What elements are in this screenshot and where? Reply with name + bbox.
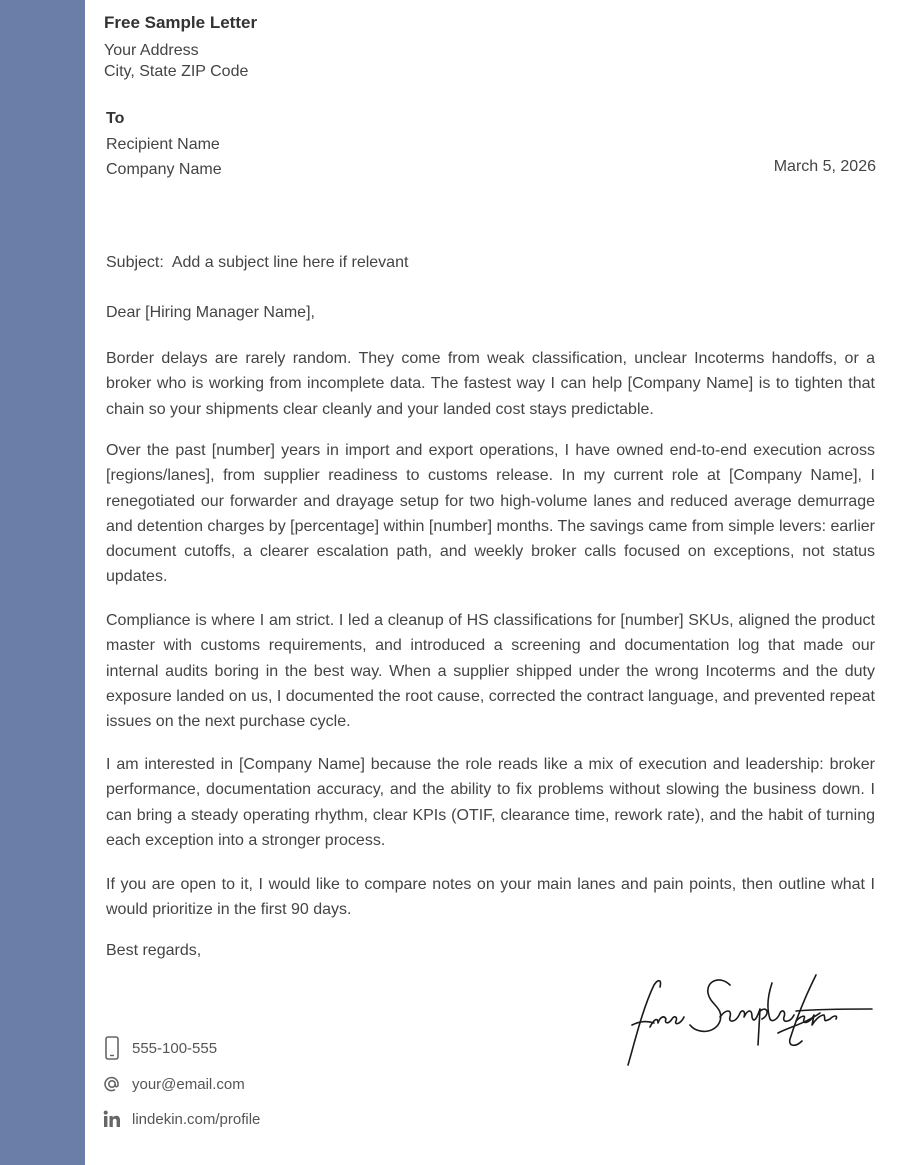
body-paragraph: Compliance is where I am strict. I led a cleanup of HS classifications for [number] SKUs, aligned the product master with customs requirements, and introduced a screening and documentation log that made our internal audits boring in the best way. When a supplier shipped under the wrong Incoterms and the duty exposure landed on us, I documented the root cause, corrected the contract language, and prevented repeat issues on the next purchase cycle. [106,612,875,731]
sender-name: Free Sample Letter [104,13,258,32]
body-paragraph: Over the past [number] years in import and export operations, I have owned end-to-end execution across [regions/lanes], from supplier readiness to customs release. In my current role at [Company Name], I renegotiated our forwarder and drayage setup for two high-volume lanes and reduced average demurrage and detention charges by [percentage] within [number] months. The savings came from simple levers: earlier document cutoffs, a clearer escalation path, and weekly broker calls focused on exceptions, not status updates. [106,442,875,586]
linkedin-url: lindekin.com/profile [132,1110,261,1128]
email-address: your@email.com [132,1075,245,1093]
letter-date: March 5, 2026 [773,158,876,175]
body-paragraph: Border delays are rarely random. They come from weak classification, unclear Incoterms handoffs, or a broker who is working from incomplete data. The fastest way I can help [Company Name] is to tighten that chain so your shipments clear cleanly and your landed cost stays predictable. [106,350,875,418]
contact-email[interactable] [100,1071,245,1097]
sender-address-line1: Your Address [104,42,199,59]
contact-linkedin[interactable] [100,1106,260,1132]
salutation: Dear [Hiring Manager Name], [106,304,315,321]
at-sign-icon [100,1071,124,1097]
handwritten-signature [620,965,880,1075]
recipient-name: Recipient Name [106,136,220,153]
to-label: To [106,110,125,127]
body-paragraph: If you are open to it, I would like to compare notes on your main lanes and pain points, then outline what I would prioritize in the first 90 days. [106,876,875,919]
phone-number: 555-100-555 [132,1039,218,1057]
sender-address-line2: City, State ZIP Code [104,63,249,80]
body-paragraph: I am interested in [Company Name] because the role reads like a mix of execution and leadership: broker performance, documentation accuracy, and the ability to fix problems without slowing the business down. I can bring a steady operating rhythm, clear KPIs (OTIF, clearance time, rework rate), and the habit of turning each exception into a stronger process. [106,756,875,849]
closing: Best regards, [106,942,202,959]
subject-line: Subject: Add a subject line here if relevant [106,254,409,271]
recipient-company: Company Name [106,161,222,178]
phone-icon [100,1035,124,1061]
contact-phone[interactable] [100,1035,217,1061]
linkedin-icon [100,1106,124,1132]
sidebar-accent [0,0,85,1165]
